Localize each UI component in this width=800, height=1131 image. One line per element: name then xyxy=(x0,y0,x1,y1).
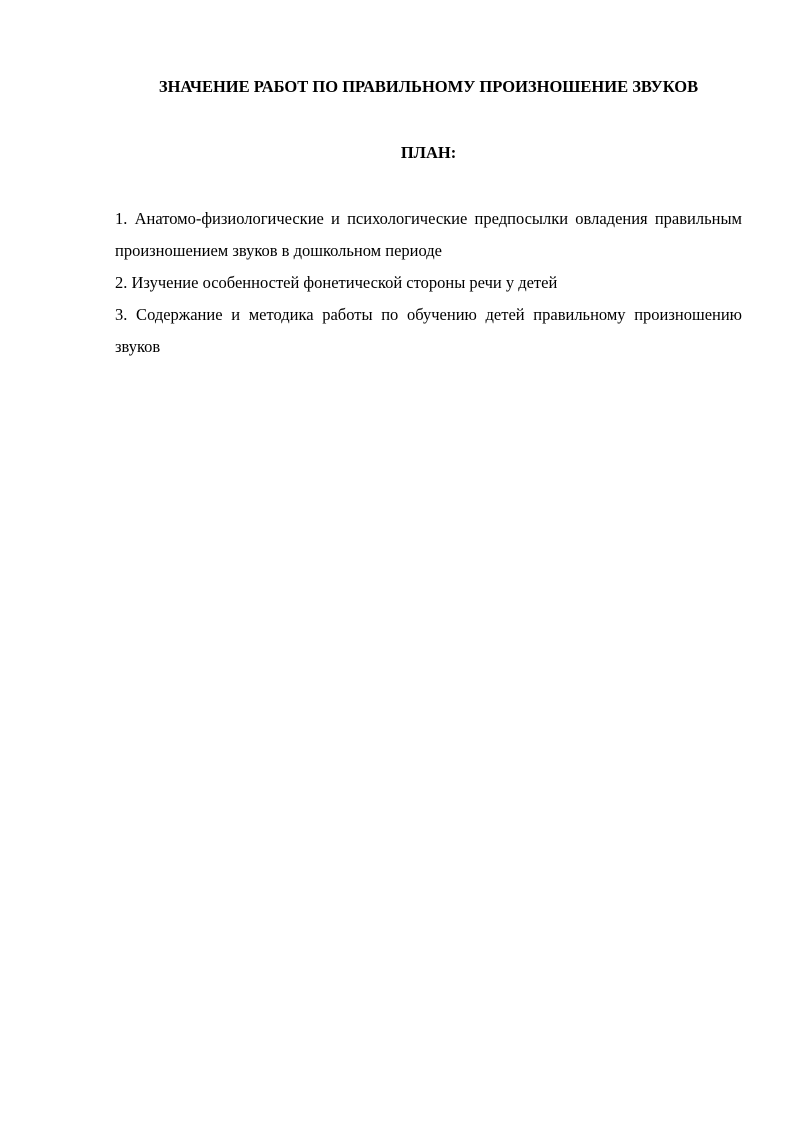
plan-item-1: 1. Анатомо-физиологические и психологические предпосылки овладения правильным произношением звуков в дошкольном периоде xyxy=(115,209,742,260)
document-title: ЗНАЧЕНИЕ РАБОТ ПО ПРАВИЛЬНОМУ ПРОИЗНОШЕНИЕ ЗВУКОВ xyxy=(158,77,699,96)
plan-item-2: 2. Изучение особенностей фонетической стороны речи у детей xyxy=(115,273,558,292)
plan-item-3: 3. Содержание и методика работы по обучению детей правильному произношению звуков xyxy=(115,305,742,356)
plan-heading: ПЛАН: xyxy=(400,143,457,162)
plan-list xyxy=(115,203,742,363)
